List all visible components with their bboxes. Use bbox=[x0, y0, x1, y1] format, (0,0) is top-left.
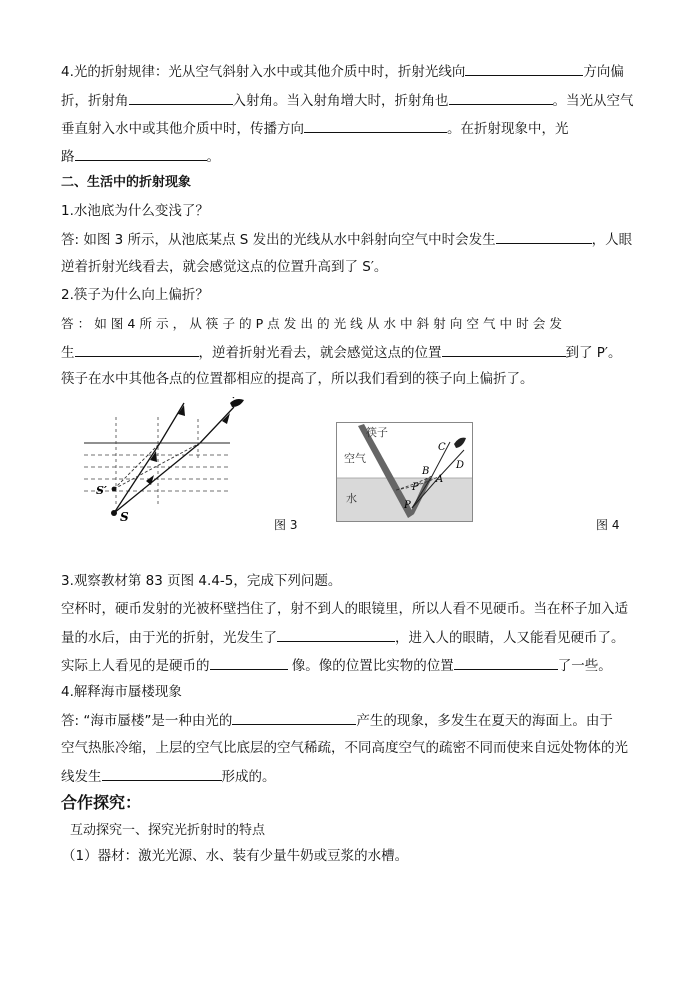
label-chopstick: 筷子 bbox=[366, 426, 388, 439]
refracted-ray-2 bbox=[114, 407, 234, 513]
label-p-prime: P′ bbox=[412, 482, 421, 493]
figure-4-diagram bbox=[336, 422, 476, 524]
q1-answer-line-2: 逆着折射光线看去，就会感觉这点的位置升高到了 S′。 bbox=[61, 259, 388, 275]
label-water: 水 bbox=[346, 492, 357, 505]
text: 4.光的折射规律：光从空气斜射入水中或其他介质中时，折射光线向 bbox=[61, 64, 466, 80]
q3-line-2 bbox=[61, 627, 625, 649]
text: 路 bbox=[61, 149, 75, 165]
text: 产生的现象，多发生在夏天的海面上。由于 bbox=[356, 713, 613, 729]
q2-answer-line-1: 答 ： 如 图 4 所 示 ， 从 筷 子 的 P 点 发 出 的 光 线 从 水 中 斜 射 向 空 气 中 时 会 发 bbox=[61, 316, 562, 331]
label-s-prime: S′ bbox=[96, 484, 107, 497]
virtual-ray bbox=[114, 443, 160, 489]
text: 到了 P′。 bbox=[565, 345, 622, 361]
text: 垂直射入水中或其他介质中时，传播方向 bbox=[61, 121, 304, 137]
answer-blank[interactable] bbox=[75, 342, 199, 357]
text: 答: “海市蜃楼”是一种由光的 bbox=[61, 713, 233, 729]
sec4-line-3 bbox=[61, 118, 569, 140]
coop-item-1: （1）器材：激光光源、水、装有少量牛奶或豆浆的水槽。 bbox=[62, 848, 409, 864]
sec4-line-1 bbox=[61, 61, 624, 83]
answer-blank[interactable] bbox=[465, 61, 583, 76]
figure-4-label: 图 4 bbox=[596, 518, 620, 532]
label-d: D bbox=[456, 460, 465, 471]
source-point-s bbox=[111, 510, 117, 516]
label-c: C bbox=[438, 442, 446, 453]
answer-blank[interactable] bbox=[449, 90, 553, 105]
q4-line-3 bbox=[61, 766, 276, 788]
text: 答: 如图 3 所示，从池底某点 S 发出的光线从水中斜射向空气中时会发生 bbox=[61, 232, 496, 248]
text: 量的水后，由于光的折射，光发生了 bbox=[61, 630, 277, 646]
q2-answer-line-2 bbox=[61, 342, 622, 364]
label-s: S bbox=[120, 510, 129, 523]
text: ，人眼 bbox=[591, 232, 633, 248]
text: 。在折射现象中，光 bbox=[447, 121, 569, 137]
text: ，进入人的眼睛，人又能看见硬币了。 bbox=[395, 630, 625, 646]
q3-line-3 bbox=[61, 655, 612, 677]
label-a: A bbox=[436, 474, 444, 485]
answer-blank[interactable] bbox=[75, 146, 207, 161]
text: 实际上人看见的是硬币的 bbox=[61, 658, 210, 674]
sec4-line-4 bbox=[61, 146, 220, 168]
answer-blank[interactable] bbox=[232, 710, 356, 725]
answer-blank[interactable] bbox=[496, 229, 592, 244]
virtual-ray bbox=[114, 443, 200, 489]
answer-blank[interactable] bbox=[454, 655, 558, 670]
q1-title: 1.水池底为什么变浅了？ bbox=[61, 203, 209, 219]
text: 入射角。当入射角增大时，折射角也 bbox=[232, 93, 449, 109]
text: ，逆着折射光看去，就会感觉这点的位置 bbox=[198, 345, 442, 361]
coop-subheading: 互动探究一、探究光折射时的特点 bbox=[70, 823, 266, 838]
q3-line-1: 空杯时，硬币发射的光被杯壁挡住了，射不到人的眼镜里，所以人看不见硬币。当在杯子加入适 bbox=[61, 601, 628, 617]
refracted-ray-1 bbox=[114, 403, 184, 513]
answer-blank[interactable] bbox=[210, 655, 288, 670]
answer-blank[interactable] bbox=[304, 118, 447, 133]
q1-answer-line-1 bbox=[61, 229, 632, 251]
text: 像。像的位置比实物的位置 bbox=[287, 658, 454, 674]
answer-blank[interactable] bbox=[277, 627, 395, 642]
label-p: P bbox=[404, 500, 411, 511]
answer-blank[interactable] bbox=[102, 766, 222, 781]
q4-title: 4.解释海市蜃楼现象 bbox=[61, 684, 182, 700]
q4-line-1 bbox=[61, 710, 613, 732]
text: 。当光从空气 bbox=[552, 93, 634, 109]
sec4-line-2 bbox=[61, 90, 634, 112]
text: 方向偏 bbox=[583, 64, 624, 80]
coop-heading: 合作探究： bbox=[61, 793, 142, 812]
text: 。 bbox=[206, 149, 220, 165]
q2-title: 2.筷子为什么向上偏折？ bbox=[61, 287, 209, 303]
section-heading: 二、生活中的折射现象 bbox=[61, 175, 192, 190]
answer-blank[interactable] bbox=[442, 342, 566, 357]
text: 线发生 bbox=[61, 769, 102, 785]
text: 折，折射角 bbox=[61, 93, 129, 109]
arrow-head bbox=[146, 475, 154, 485]
q3-title: 3.观察教材第 83 页图 4.4-5，完成下列问题。 bbox=[61, 573, 342, 589]
text: 形成的。 bbox=[221, 769, 276, 785]
q2-answer-line-3: 筷子在水中其他各点的位置都相应的提高了，所以我们看到的筷子向上偏折了。 bbox=[61, 371, 534, 387]
eye-icon bbox=[230, 397, 244, 407]
label-b: B bbox=[422, 466, 430, 477]
answer-blank[interactable] bbox=[129, 90, 233, 105]
text: 了一些。 bbox=[557, 658, 612, 674]
text: 生 bbox=[61, 345, 75, 361]
image-point-s-prime bbox=[112, 487, 117, 492]
figure-3-diagram bbox=[84, 397, 246, 523]
figure-3-label: 图 3 bbox=[274, 518, 298, 532]
label-air: 空气 bbox=[344, 452, 366, 465]
q4-line-2: 空气热胀冷缩，上层的空气比底层的空气稀疏，不同高度空气的疏密不同而使来自远处物体的光 bbox=[61, 740, 628, 756]
